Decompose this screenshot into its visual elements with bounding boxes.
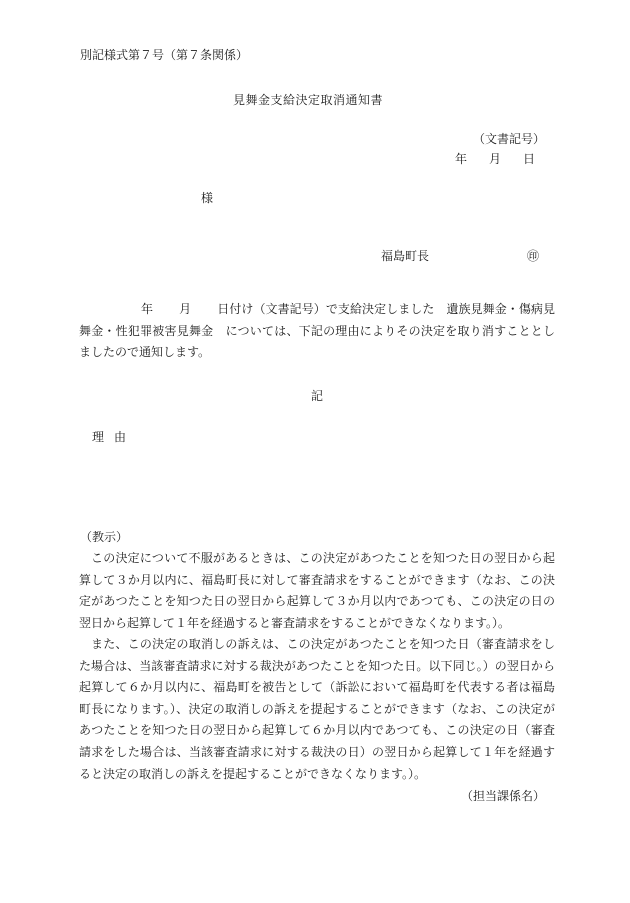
seal-mark: ㊞: [527, 249, 540, 263]
body-year-label: 年: [141, 302, 154, 316]
date-year-label: 年: [455, 152, 468, 166]
notice-paragraph-2: また、この決定の取消しの訴えは、この決定があつたことを知つた日（審査請求をした場合は、当該審査請求に対する裁決があつたことを知つた日。以下同じ。）の翌日から起算して６か月以内に、福島町を被告として（訴訟において福島町を代表する者は福島町長になります。）、決定の取消しの訴えを提起することができます（なお、この決定があつたことを知つた日の翌日から起算して６か月以内であつても、この決定の日（審査請求をした場合は、当該審査請求に対する裁決の日）の翌日から起算して１年を経過すると決定の取消しの訴えを提起することができなくなります。）。: [79, 637, 555, 781]
document-number: （文書記号）: [473, 132, 546, 146]
sender-name: 福島町長: [381, 249, 430, 263]
reason-char-1: 理: [92, 430, 105, 444]
body-month-label: 月: [179, 302, 192, 316]
notice-paragraph-1: この決定について不服があるときは、この決定があつたことを知つた日の翌日から起算して３か月以内に、福島町長に対して審査請求をすることができます（なお、この決定があつたことを知つた日の翌日から起算して３か月以内であつても、この決定の日の翌日から起算して１年を経過すると審査請求をすることができなくなります。）。: [79, 551, 555, 630]
reason-label: [92, 431, 126, 443]
form-number: 別記様式第７号（第７条関係）: [80, 48, 249, 62]
reason-char-2: 由: [114, 430, 127, 444]
notification-body: [79, 299, 555, 364]
document-title: 見舞金支給決定取消通知書: [233, 93, 384, 107]
contact-department: （担当課係名）: [461, 789, 546, 803]
addressee-honorific: 様: [201, 191, 214, 205]
issue-date: [455, 153, 535, 165]
notice-heading: （教示）: [80, 530, 129, 544]
body-text: 日付け（文書記号）で支給決定しました 遺族見舞金・傷病見舞金・性犯罪被害見舞金 については、下記の理由によりその決定を取り消すこととしましたので通知します。: [79, 302, 555, 360]
ki-heading: 記: [311, 389, 324, 403]
date-month-label: 月: [489, 152, 502, 166]
date-day-label: 日: [523, 152, 536, 166]
